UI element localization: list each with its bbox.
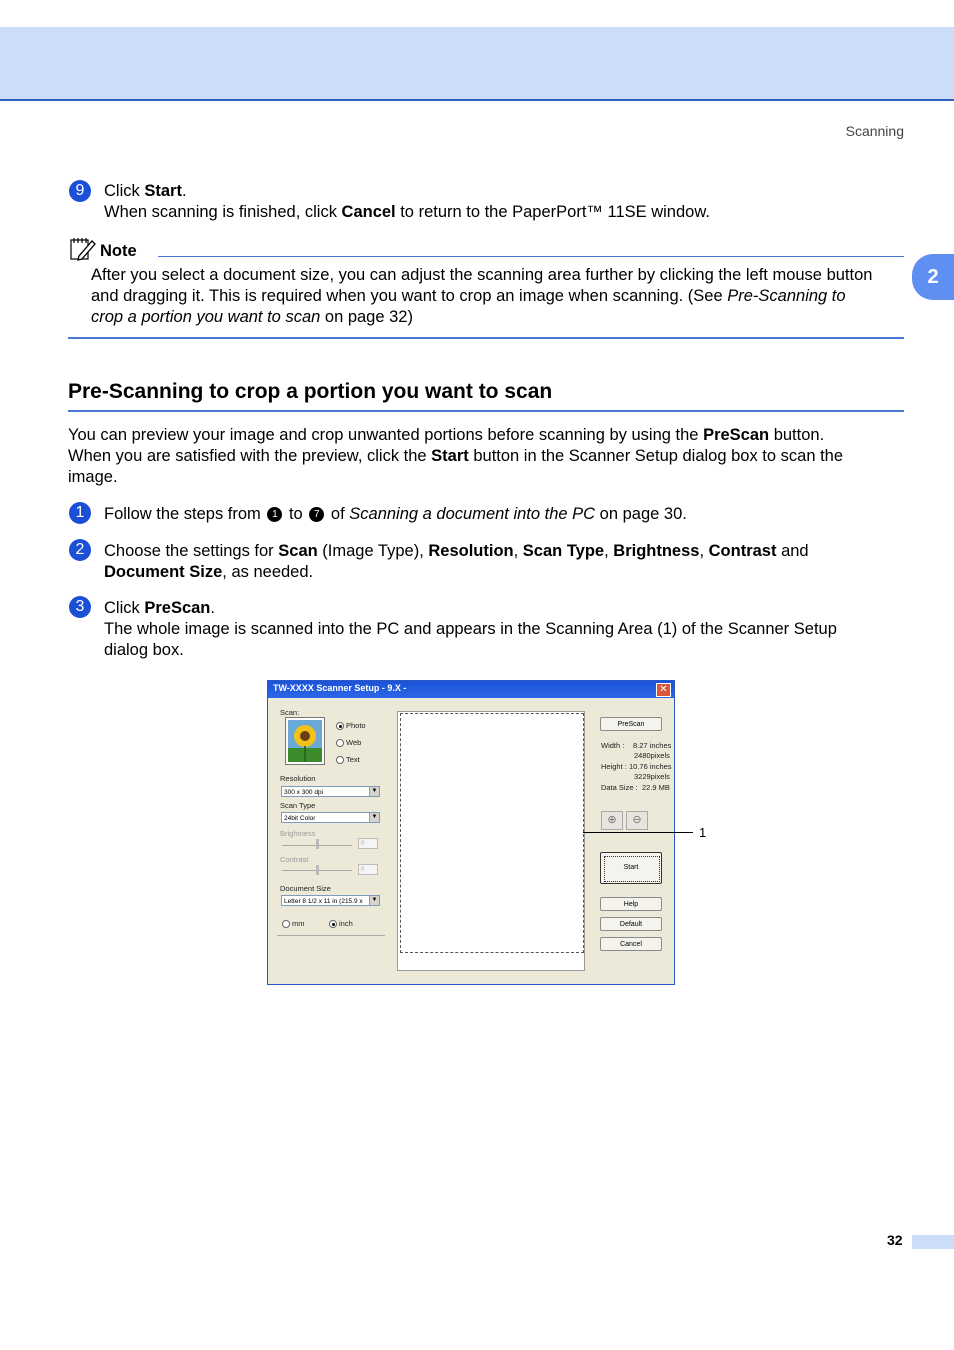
running-header: Scanning	[845, 123, 904, 139]
mm-radio[interactable]	[282, 920, 290, 928]
step-2-bullet: 2	[69, 539, 91, 561]
inch-radio[interactable]	[329, 920, 337, 928]
help-button[interactable]: Help	[600, 897, 662, 911]
document-size-select[interactable]: Letter 8 1/2 x 11 in (215.9 x ▼	[281, 895, 380, 906]
page-number: 32	[887, 1232, 903, 1248]
photo-preview-icon	[285, 717, 325, 765]
default-button[interactable]: Default	[600, 917, 662, 931]
callout-label: 1	[699, 825, 707, 840]
data-size-label: Data Size :	[601, 783, 638, 792]
contrast-field[interactable]: 0	[358, 864, 378, 875]
header-band	[0, 27, 954, 101]
chevron-down-icon: ▼	[369, 813, 379, 822]
width-pixels: 2480pixels	[634, 751, 670, 760]
web-radio[interactable]	[336, 739, 344, 747]
step-2-line2: Document Size, as needed.	[104, 563, 314, 581]
chevron-down-icon: ▼	[369, 787, 379, 796]
step-ref-1: 1	[267, 507, 282, 522]
brightness-slider-thumb[interactable]	[316, 839, 319, 849]
scan-type-select[interactable]: 24bit Color ▼	[281, 812, 380, 823]
contrast-slider-thumb[interactable]	[316, 865, 319, 875]
note-title: Note	[100, 242, 137, 260]
text-option: Text	[346, 755, 360, 764]
note-divider	[158, 256, 904, 257]
chevron-down-icon: ▼	[369, 896, 379, 905]
photo-option: Photo	[346, 721, 366, 730]
step-3-line2: The whole image is scanned into the PC and appears in the Scanning Area (1) of the Scanner Setup	[104, 620, 837, 638]
height-label: Height :	[601, 762, 627, 771]
width-label: Width :	[601, 741, 625, 750]
step-9-line2: When scanning is finished, click Cancel to return to the PaperPort™ 11SE window.	[104, 203, 710, 221]
text-radio[interactable]	[336, 756, 344, 764]
step-1-text: Follow the steps from 1 to 7 of Scanning a document into the PC on page 30.	[104, 505, 687, 523]
start-button[interactable]: Start	[600, 852, 662, 884]
dialog-titlebar	[268, 681, 674, 698]
note-text-line3: crop a portion you want to scan on page 32)	[91, 308, 413, 326]
resolution-label: Resolution	[280, 774, 316, 783]
inch-option: inch	[339, 919, 353, 928]
step-3-bullet: 3	[69, 596, 91, 618]
brightness-label: Brightness	[280, 829, 316, 838]
photo-radio[interactable]	[336, 722, 344, 730]
intro-line2: When you are satisfied with the preview, click the Start button in the Scanner Setup dialog box to scan the	[68, 447, 844, 465]
note-text-line2: and dragging it. This is required when you want to crop an image when scanning. (See Pre-Scanning to	[91, 287, 846, 305]
scan-crop-frame[interactable]	[400, 713, 584, 953]
page-number-tab	[912, 1235, 954, 1249]
prescan-button[interactable]: PreScan	[600, 717, 662, 731]
step-3-line1: Click PreScan.	[104, 599, 215, 617]
start-button-focus	[604, 856, 660, 882]
step-ref-7: 7	[309, 507, 324, 522]
data-size-value: 22.9 MB	[642, 783, 670, 792]
intro-line3: image.	[68, 468, 118, 486]
note-bottom-rule	[68, 337, 904, 339]
scan-label: Scan:	[280, 708, 300, 717]
step-2-line1: Choose the settings for Scan (Image Type), Resolution, Scan Type, Brightness, Contrast and	[104, 542, 809, 560]
width-inches: 8.27 inches	[633, 741, 672, 750]
cancel-button[interactable]: Cancel	[600, 937, 662, 951]
chapter-tab: 2	[912, 254, 954, 300]
zoom-out-icon[interactable]: ⊖	[626, 811, 648, 830]
mm-option: mm	[292, 919, 305, 928]
intro-line1: You can preview your image and crop unwanted portions before scanning by using the PreScan button.	[68, 426, 825, 444]
document-size-label: Document Size	[280, 884, 331, 893]
brightness-field[interactable]: 0	[358, 838, 378, 849]
step-9-bullet: 9	[69, 180, 91, 202]
close-icon[interactable]: ✕	[656, 683, 671, 697]
note-pencil-icon	[70, 237, 96, 261]
dialog-title: TW-XXXX Scanner Setup - 9.X -	[273, 683, 407, 693]
step-9-line1: Click Start.	[104, 182, 187, 200]
step-1-bullet: 1	[69, 502, 91, 524]
height-inches: 10.76 inches	[629, 762, 672, 771]
resolution-select[interactable]: 300 x 300 dpi ▼	[281, 786, 380, 797]
section-title: Pre-Scanning to crop a portion you want to scan	[68, 380, 553, 403]
section-rule	[68, 410, 904, 412]
callout-leader-line	[583, 832, 693, 833]
scan-type-label: Scan Type	[280, 801, 316, 810]
web-option: Web	[346, 738, 362, 747]
step-3-line3: dialog box.	[104, 641, 184, 659]
height-pixels: 3229pixels	[634, 772, 670, 781]
note-text-line1: After you select a document size, you can adjust the scanning area further by clicking the left mouse button	[91, 266, 873, 284]
settings-divider	[277, 935, 385, 936]
contrast-label: Contrast	[280, 855, 309, 864]
zoom-in-icon[interactable]: ⊕	[601, 811, 623, 830]
